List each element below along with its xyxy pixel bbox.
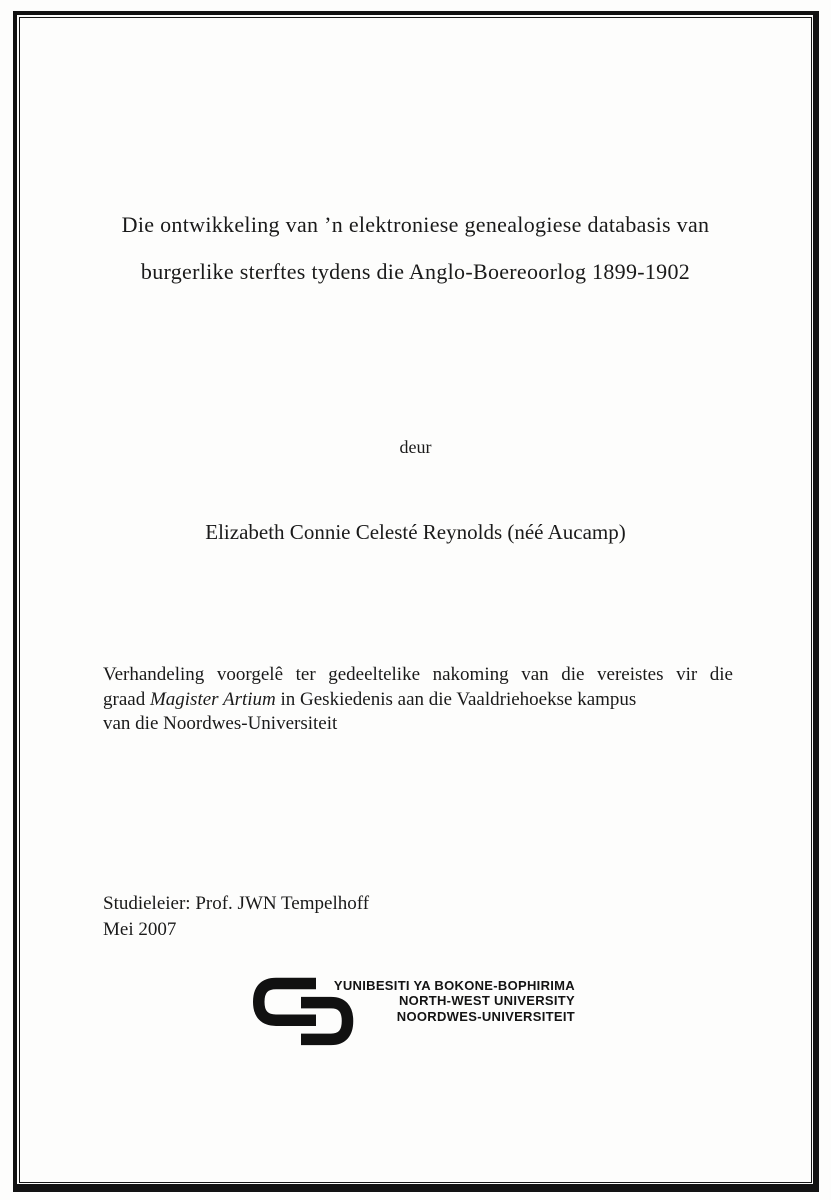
author-name: Elizabeth Connie Celesté Reynolds (néé Aucamp) [205,520,626,544]
statement-line2 [103,688,733,713]
thesis-title-line1: Die ontwikkeling van ’n elektroniese genealogiese databasis van [121,212,710,237]
statement-line1: Verhandeling voorgelê ter gedeeltelike nakoming van die vereistes vir die [103,664,733,685]
thesis-title [40,201,791,295]
thesis-title-line2: burgerlike sterftes tydens die Anglo-Boereoorlog 1899-1902 [140,259,691,284]
university-name-english: NORTH-WEST UNIVERSITY [398,993,575,1009]
supervisor-line: Studieleier: Prof. JWN Tempelhoff [103,893,370,914]
byline-label: deur [399,437,432,457]
university-logo [253,976,575,1056]
university-name-block [317,978,575,1024]
university-name-afrikaans: NOORDWES-UNIVERSITEIT [396,1008,575,1024]
date-line: Mei 2007 [103,918,177,940]
university-name-setswana: YUNIBESITI YA BOKONE-BOPHIRIMA [333,978,575,993]
statement-line2-suffix: in Geskiedenis aan die Vaaldriehoekse kampus [275,688,637,710]
statement-line2-prefix: graad [103,688,150,710]
submission-statement [103,663,733,737]
supervisor-block [103,891,369,942]
degree-name: Magister Artium [149,688,276,710]
statement-line3: van die Noordwes-Universiteit [103,713,338,734]
